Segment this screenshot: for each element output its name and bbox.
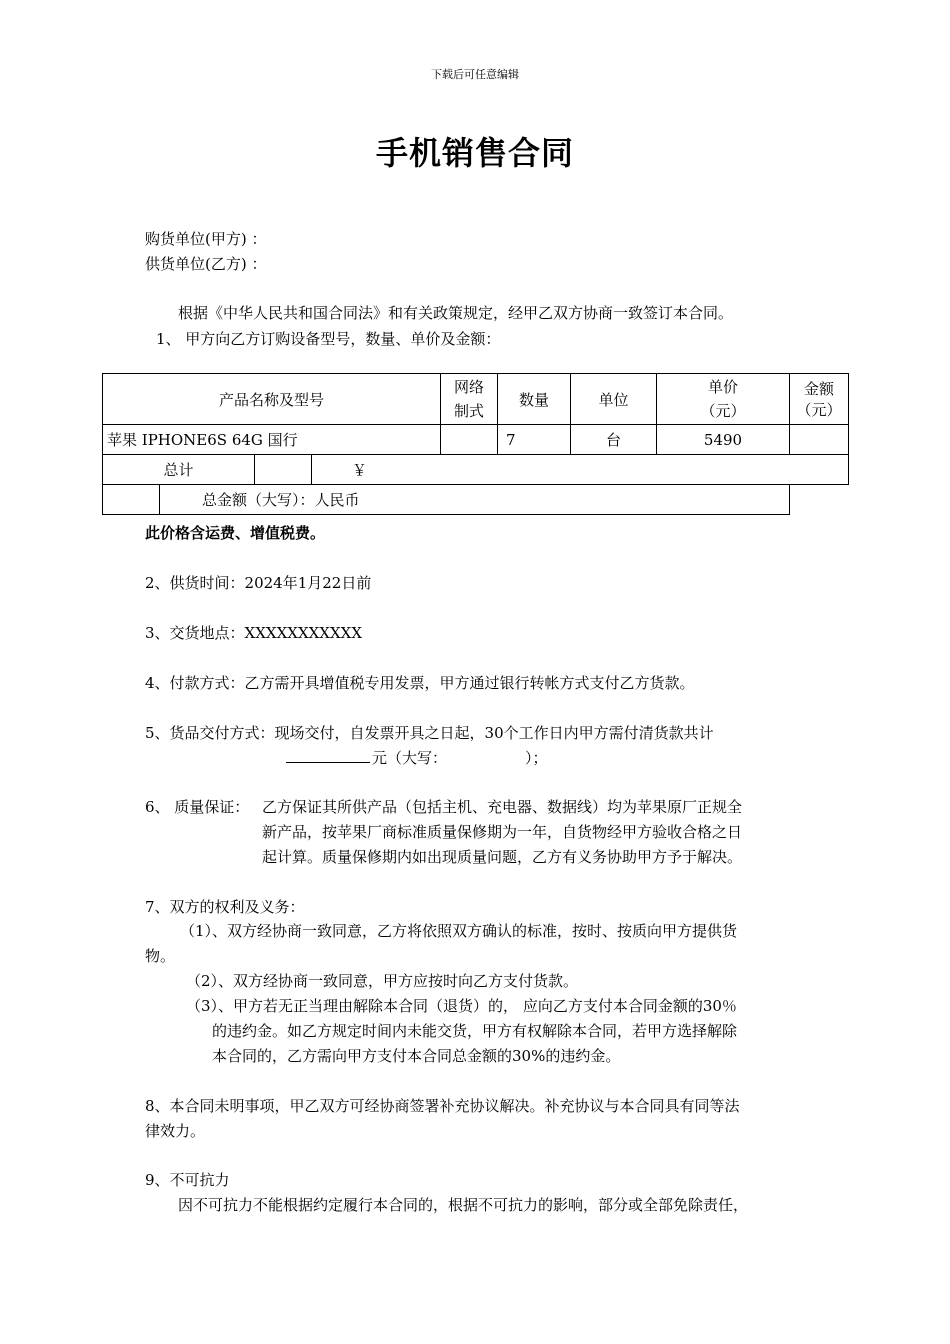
clause-7-1-line1: （1）、双方经协商一致同意，乙方将依照双方确认的标准，按时、按质向甲方提供货 (180, 922, 738, 940)
clause-1: 1、 甲方向乙方订购设备型号，数量、单价及金额： (156, 330, 501, 348)
clause-5-line2a: 元（大写： (372, 749, 448, 767)
clause-9-line1: 因不可抗力不能根据约定履行本合同的，根据不可抗力的影响，部分或全部免除责任， (178, 1196, 749, 1214)
clause-8-line1: 8、本合同未明事项，甲乙双方可经协商签署补充协议解决。补充协议与本合同具有同等法 (145, 1097, 740, 1115)
clause-6-line1: 乙方保证其所供产品（包括主机、充电器、数据线）均为苹果原厂正规全 (262, 798, 743, 816)
header-network-line1: 网络 (454, 378, 485, 396)
cell-network (441, 425, 498, 455)
clause-6-line2: 新产品，按苹果厂商标准质量保修期为一年，自货物经甲方验收合格之日 (262, 823, 743, 841)
clause-7-3-line1: （3）、甲方若无正当理由解除本合同（退货）的， 应向乙方支付本合同金额的30％ (186, 997, 737, 1015)
header-price-line2: （元） (700, 402, 746, 420)
clause-7-2: （2）、双方经协商一致同意，甲方应按时向乙方支付货款。 (186, 972, 579, 990)
clause-7-title: 7、双方的权利及义务： (145, 898, 305, 916)
clause-4: 4、付款方式：乙方需开具增值税专用发票，甲方通过银行转帐方式支付乙方货款。 (145, 674, 695, 692)
cell-product: 苹果 IPHONE6S 64G 国行 (103, 425, 441, 455)
header-network-line2: 制式 (454, 402, 485, 420)
table-header-row (103, 374, 849, 425)
table-row (103, 425, 849, 455)
clause-6-line3: 起计算。质量保修期内如出现质量问题，乙方有义务协助甲方予于解决。 (262, 848, 743, 866)
clause-8-line2: 律效力。 (145, 1122, 206, 1140)
clause-5-line1: 5、货品交付方式：现场交付，自发票开具之日起，30个工作日内甲方需付清货款共计 (145, 724, 714, 742)
cell-quantity: 7 (498, 425, 571, 455)
clause-7-3-line3: 本合同的，乙方需向甲方支付本合同总金额的30%的违约金。 (212, 1047, 621, 1065)
header-unit: 单位 (571, 374, 657, 425)
header-network (441, 374, 498, 425)
clause-6-label: 6、 质量保证： (145, 798, 250, 816)
seller-label: 供货单位(乙方) ： (145, 255, 267, 273)
header-quantity: 数量 (498, 374, 571, 425)
header-price (657, 374, 790, 425)
clause-7-1-line2: 物。 (145, 947, 176, 965)
total-symbol: ￥ (312, 455, 849, 485)
total-label: 总计 (103, 455, 255, 485)
intro-paragraph: 根据《中华人民共和国合同法》和有关政策规定，经甲乙双方协商一致签订本合同。 (178, 304, 734, 322)
cell-unit: 台 (571, 425, 657, 455)
cell-amount (790, 425, 849, 455)
clause-5-line2 (286, 747, 548, 768)
header-note: 下载后可任意编辑 (431, 68, 519, 81)
total-caps-empty-cell (103, 485, 160, 515)
clause-9-title: 9、不可抗力 (145, 1171, 230, 1189)
total-caps: 总金额（大写）：人民币 (160, 485, 790, 515)
amount-blank (286, 748, 370, 763)
clause-3: 3、交货地点：XXXXXXXXXXX (145, 624, 363, 642)
header-amount: 金额（元） (790, 374, 849, 425)
clause-2: 2、供货时间：2024年1月22日前 (145, 574, 372, 592)
cell-price: 5490 (657, 425, 790, 455)
clause-5-line2b: ）； (525, 749, 548, 767)
clause-7-3-line2: 的违约金。如乙方规定时间内未能交货，甲方有权解除本合同，若甲方选择解除 (212, 1022, 738, 1040)
total-row (103, 455, 849, 485)
buyer-label: 购货单位(甲方) ： (145, 230, 267, 248)
document-title: 手机销售合同 (375, 134, 574, 172)
total-empty-cell (255, 455, 312, 485)
total-caps-row (103, 485, 849, 515)
header-product: 产品名称及型号 (103, 374, 441, 425)
price-note: 此价格含运费、增值税费。 (145, 524, 326, 542)
order-table (102, 373, 849, 515)
header-price-line1: 单价 (708, 378, 739, 396)
